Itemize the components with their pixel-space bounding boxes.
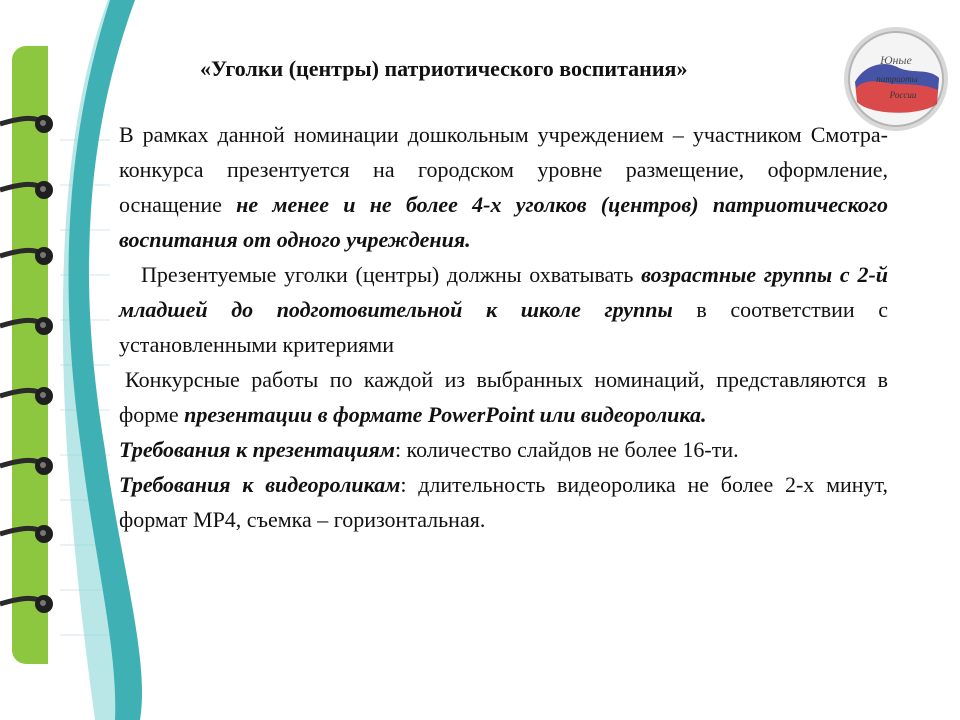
paragraph-5-emphasis: Требования к видеороликам [119,472,401,497]
paragraph-5 [119,467,888,537]
paragraph-4-emphasis: Требования к презентациям [119,437,395,462]
paragraph-4 [119,432,888,467]
paragraph-3-emphasis: презентации в формате PowerPoint или видеоролика. [184,402,707,427]
paragraph-3-text: Конкурсные работы по каждой из выбранных номинаций, представляются в форме [119,367,888,427]
paragraph-2-tail: в соответствии с установленными критериями [119,297,888,357]
logo-text-line3: России [889,90,917,100]
paragraph-5-text: : длительность видеоролика не более 2-х минут, формат MP4, съемка – горизонтальная. [119,472,888,532]
body-text [119,117,888,537]
paragraph-2 [119,257,888,362]
logo-text-line2: патриоты [876,74,918,84]
paragraph-3 [119,362,888,432]
paragraph-2-text: Презентуемые уголки (центры) должны охватывать [141,262,642,287]
paragraph-1-emphasis: не менее и не более 4-х уголков (центров) патриотического воспитания от одного учреждения. [119,192,888,252]
paragraph-4-text: : количество слайдов не более 16-ти. [394,437,739,462]
slide-title: «Уголки (центры) патриотического воспитания» [200,56,688,81]
paragraph-1 [119,117,888,257]
paragraph-2-emphasis: возрастные группы с 2-й младшей до подготовительной к школе группы [119,262,888,322]
paragraph-1-text: В рамках данной номинации дошкольным учреждением – участником Смотра-конкурса презентуется на городском уровне размещение, оформление, оснащение [119,122,888,217]
logo-text-line1: Юные [880,53,912,67]
